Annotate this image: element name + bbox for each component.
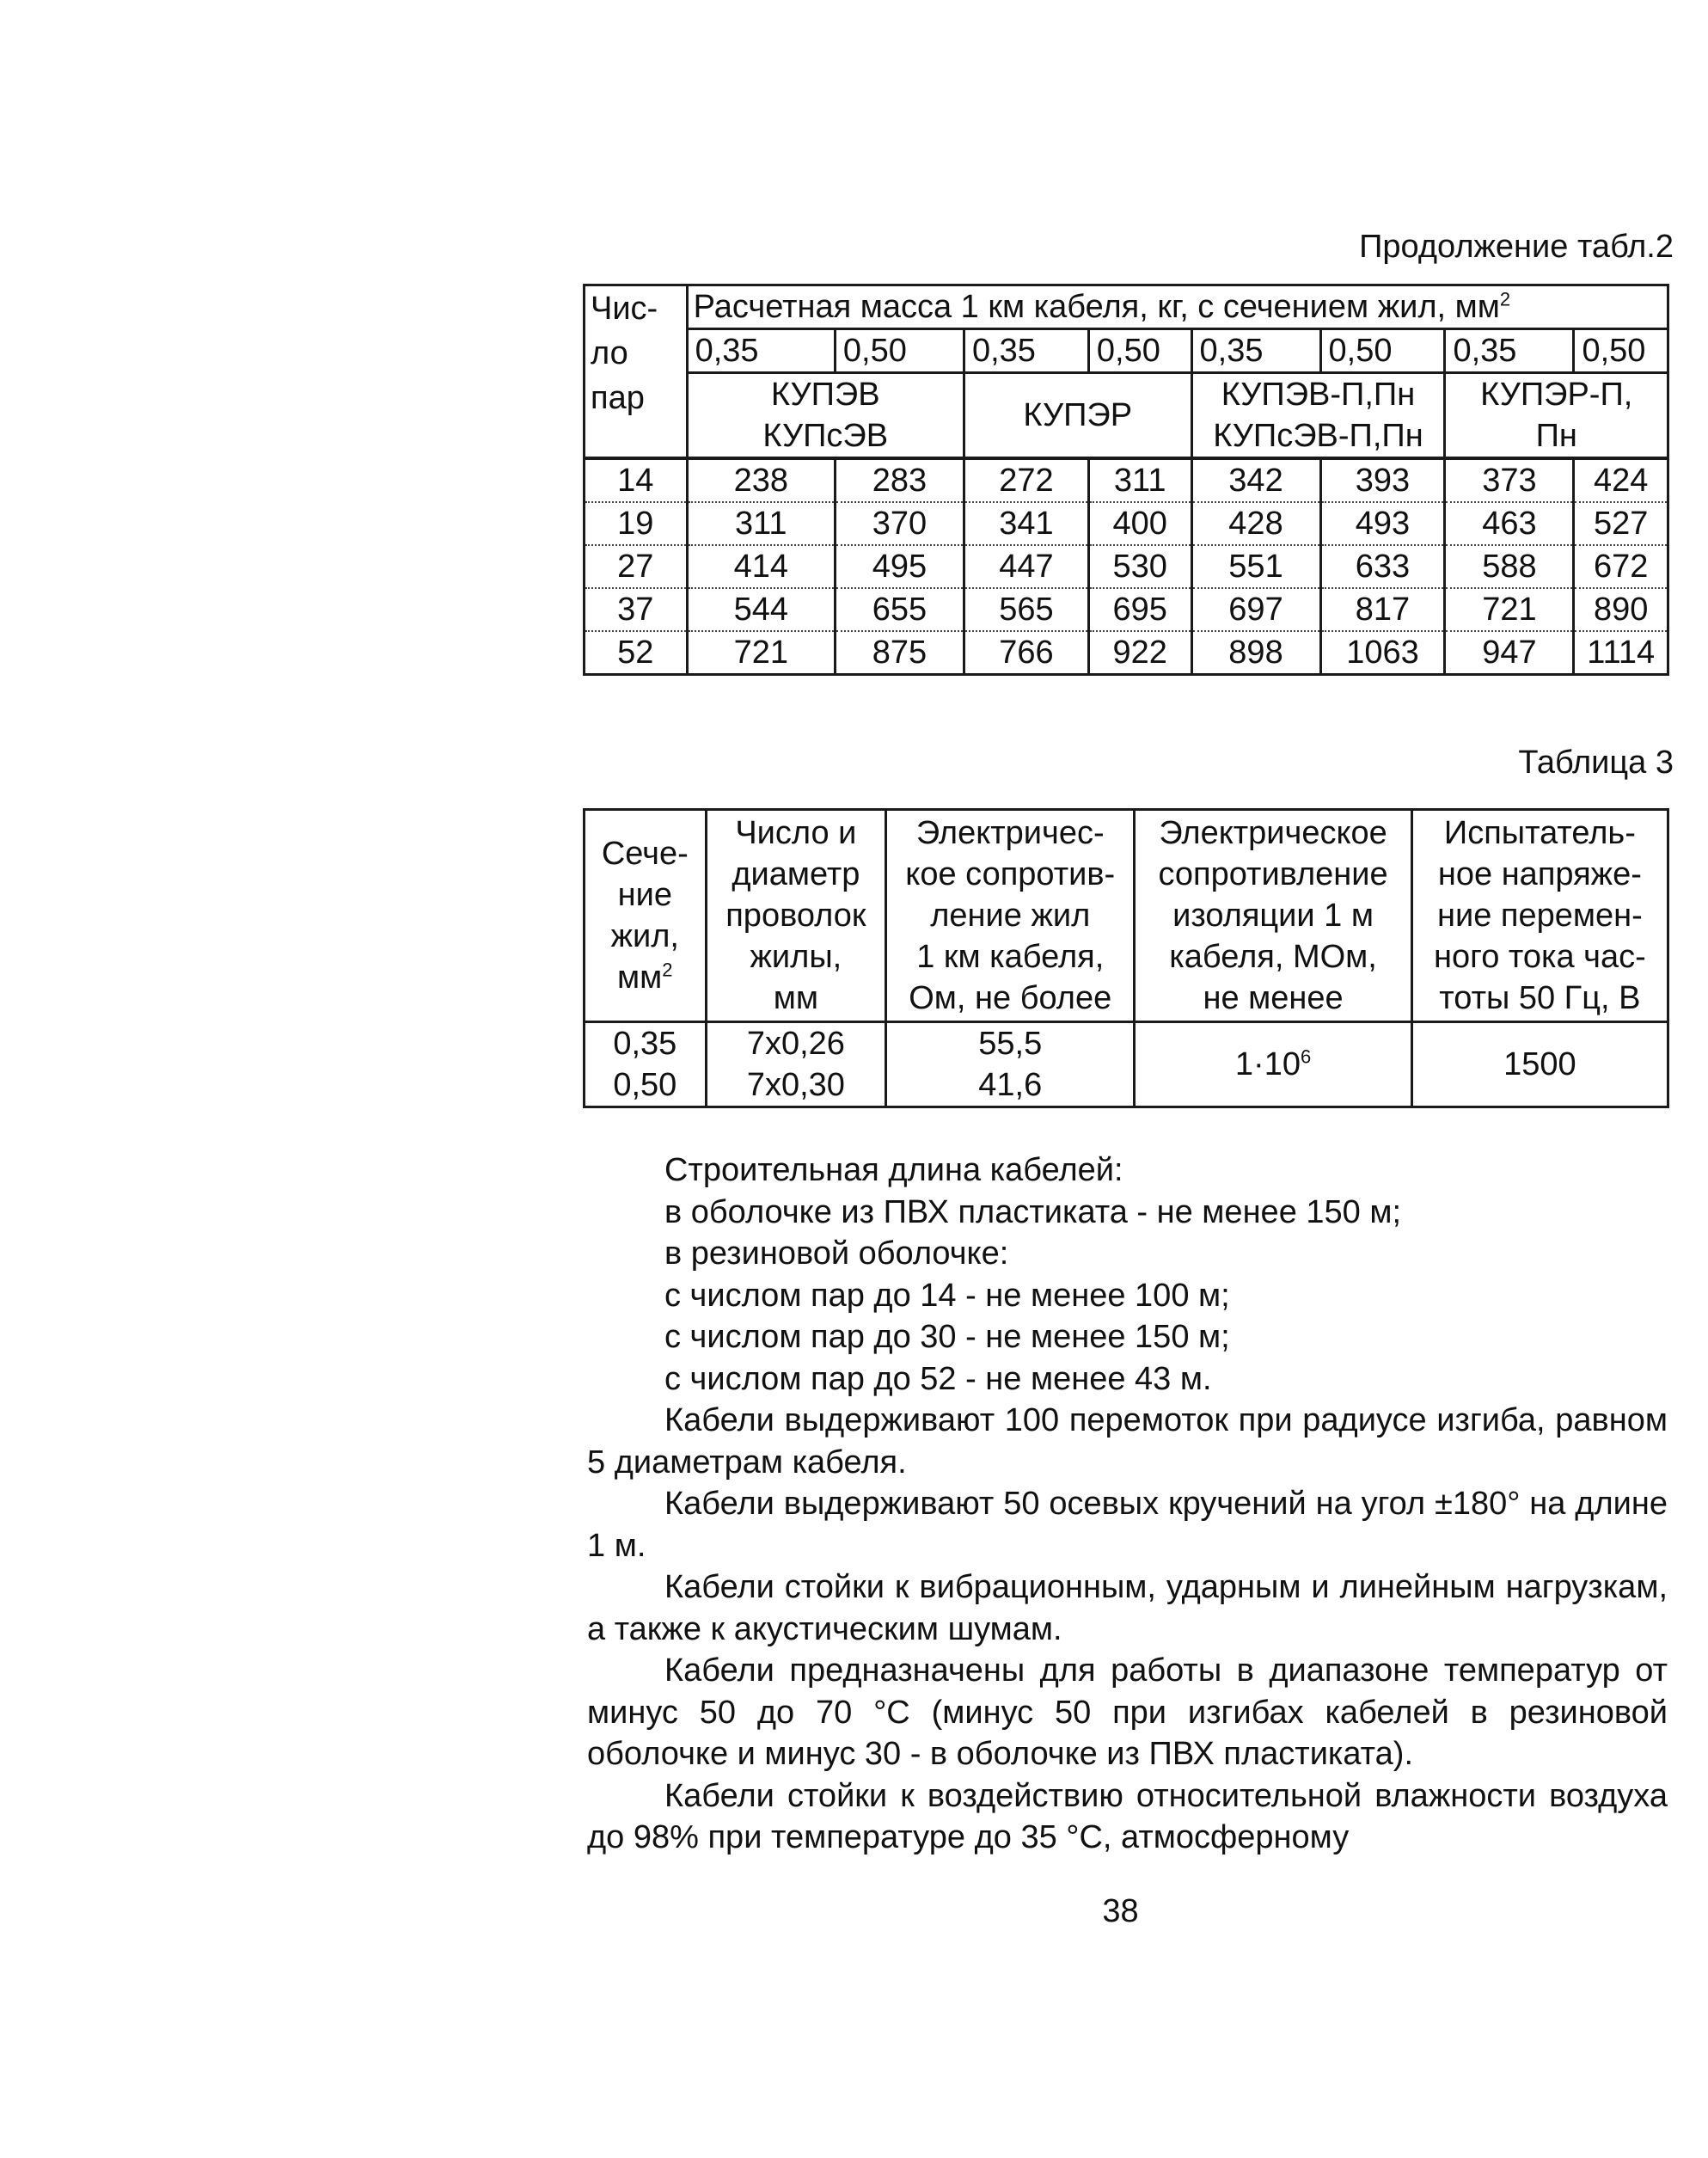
value-cell: 527	[1574, 502, 1668, 545]
mass-header: Расчетная масса 1 км кабеля, кг, с сечением жил, $мм^2$	[687, 285, 1668, 329]
text-line: с числом пар до 14 - не менее 100 м;	[664, 1277, 1230, 1314]
pairs-cell: 14	[585, 458, 688, 502]
value-cell: 565	[964, 588, 1088, 631]
value-cell: 493	[1320, 502, 1445, 545]
value-cell: 817	[1320, 588, 1445, 631]
value-cell: 1114	[1574, 631, 1668, 675]
section-header: 0,35	[964, 329, 1088, 373]
value-cell: 370	[835, 502, 964, 545]
brand-header: КУПЭВ КУПсЭВ	[687, 373, 964, 459]
section-value-cell: 0,35 0,50	[585, 1022, 707, 1107]
text-line: с числом пар до 30 - не менее 150 м;	[664, 1319, 1230, 1355]
value-cell: 311	[687, 502, 835, 545]
value-cell: 342	[1191, 458, 1320, 502]
value-cell: 1063	[1320, 631, 1445, 675]
value-cell: 922	[1088, 631, 1191, 675]
value-cell: 697	[1191, 588, 1320, 631]
value-cell: 341	[964, 502, 1088, 545]
value-cell: 544	[687, 588, 835, 631]
value-cell: 373	[1445, 458, 1574, 502]
value-cell: 890	[1574, 588, 1668, 631]
value-cell: 393	[1320, 458, 1445, 502]
table-row	[585, 588, 1668, 631]
value-cell: 551	[1191, 545, 1320, 588]
section-header: 0,50	[1088, 329, 1191, 373]
table3-caption: Таблица 3	[1518, 745, 1674, 781]
value-cell: 672	[1574, 545, 1668, 588]
pairs-cell: 27	[585, 545, 688, 588]
value-cell: 272	[964, 458, 1088, 502]
value-cell: 655	[835, 588, 964, 631]
mass-table	[583, 284, 1669, 676]
text-line: Строительная длина кабелей:	[664, 1152, 1123, 1188]
electrical-table	[583, 808, 1669, 1108]
text-line: в резиновой оболочке:	[664, 1235, 1009, 1272]
value-cell: 311	[1088, 458, 1191, 502]
value-cell: 283	[835, 458, 964, 502]
voltage-value-cell: 1500	[1411, 1022, 1668, 1107]
value-cell: 495	[835, 545, 964, 588]
table2-caption: Продолжение табл.2	[1359, 229, 1674, 265]
paragraph: Кабели выдерживают 50 осевых кручений на угол ±180° на длине 1 м.	[587, 1486, 1668, 1564]
pairs-cell: 19	[585, 502, 688, 545]
value-cell: 721	[1445, 588, 1574, 631]
value-cell: 695	[1088, 588, 1191, 631]
section-header-cell: Сече- ние жил, $мм^2$	[585, 810, 707, 1022]
resistance-header-cell: Электричес- кое сопротив- ление жил 1 км кабеля, Ом, не более	[886, 810, 1135, 1022]
value-cell: 875	[835, 631, 964, 675]
table-row	[585, 631, 1668, 675]
section-header: 0,35	[1191, 329, 1320, 373]
section-header: 0,50	[1320, 329, 1445, 373]
value-cell: 414	[687, 545, 835, 588]
value-cell: 588	[1445, 545, 1574, 588]
insulation-value-cell: $1\cdot 10^6$	[1135, 1022, 1411, 1107]
value-cell: 428	[1191, 502, 1320, 545]
text-line: в оболочке из ПВХ пластиката - не менее 150 м;	[664, 1193, 1402, 1230]
value-cell: 766	[964, 631, 1088, 675]
value-cell: 898	[1191, 631, 1320, 675]
wires-header-cell: Число и диаметр проволок жилы, мм	[706, 810, 886, 1022]
pairs-cell: 52	[585, 631, 688, 675]
value-cell: 633	[1320, 545, 1445, 588]
value-cell: 463	[1445, 502, 1574, 545]
pairs-cell: 37	[585, 588, 688, 631]
page-number: 38	[1102, 1893, 1139, 1929]
body-text	[587, 1150, 1668, 1859]
wires-value-cell: 7х0,26 7х0,30	[706, 1022, 886, 1107]
pairs-header: Чис- ло пар	[585, 285, 688, 459]
section-header: 0,50	[1574, 329, 1668, 373]
value-cell: 424	[1574, 458, 1668, 502]
insulation-header-cell: Электрическое сопротивление изоляции 1 м кабеля, МОм, не менее	[1135, 810, 1411, 1022]
table-row	[585, 458, 1668, 502]
paragraph: Кабели стойки к воздействию относительной влажности воздуха до 98% при температуре до 35 °С, атмосферному	[587, 1777, 1668, 1855]
brand-header: КУПЭР	[964, 373, 1191, 459]
text-line: с числом пар до 52 - не менее 43 м.	[664, 1360, 1212, 1397]
table-row	[585, 1022, 1668, 1107]
value-cell: 947	[1445, 631, 1574, 675]
section-header: 0,50	[835, 329, 964, 373]
brand-header: КУПЭВ-П,Пн КУПсЭВ-П,Пн	[1191, 373, 1445, 459]
paragraph: Кабели стойки к вибрационным, ударным и линейным нагрузкам, а также к акустическим шумам.	[587, 1569, 1668, 1647]
paragraph: Кабели предназначены для работы в диапазоне температур от минус 50 до 70 °С (минус 50 при изгибах кабелей в резиновой оболочке и минус 30 - в оболочке из ПВХ пластиката).	[587, 1652, 1668, 1772]
voltage-header-cell: Испытатель- ное напряже- ние перемен- ного тока час- тоты 50 Гц, В	[1411, 810, 1668, 1022]
paragraph: Кабели выдерживают 100 перемоток при радиусе изгиба, равном 5 диаметрам кабеля.	[587, 1402, 1668, 1481]
value-cell: 530	[1088, 545, 1191, 588]
table-row	[585, 545, 1668, 588]
value-cell: 721	[687, 631, 835, 675]
brand-header: КУПЭР-П, Пн	[1445, 373, 1668, 459]
section-header: 0,35	[687, 329, 835, 373]
section-header: 0,35	[1445, 329, 1574, 373]
value-cell: 400	[1088, 502, 1191, 545]
table-row	[585, 502, 1668, 545]
value-cell: 238	[687, 458, 835, 502]
value-cell: 447	[964, 545, 1088, 588]
resistance-value-cell: 55,5 41,6	[886, 1022, 1135, 1107]
